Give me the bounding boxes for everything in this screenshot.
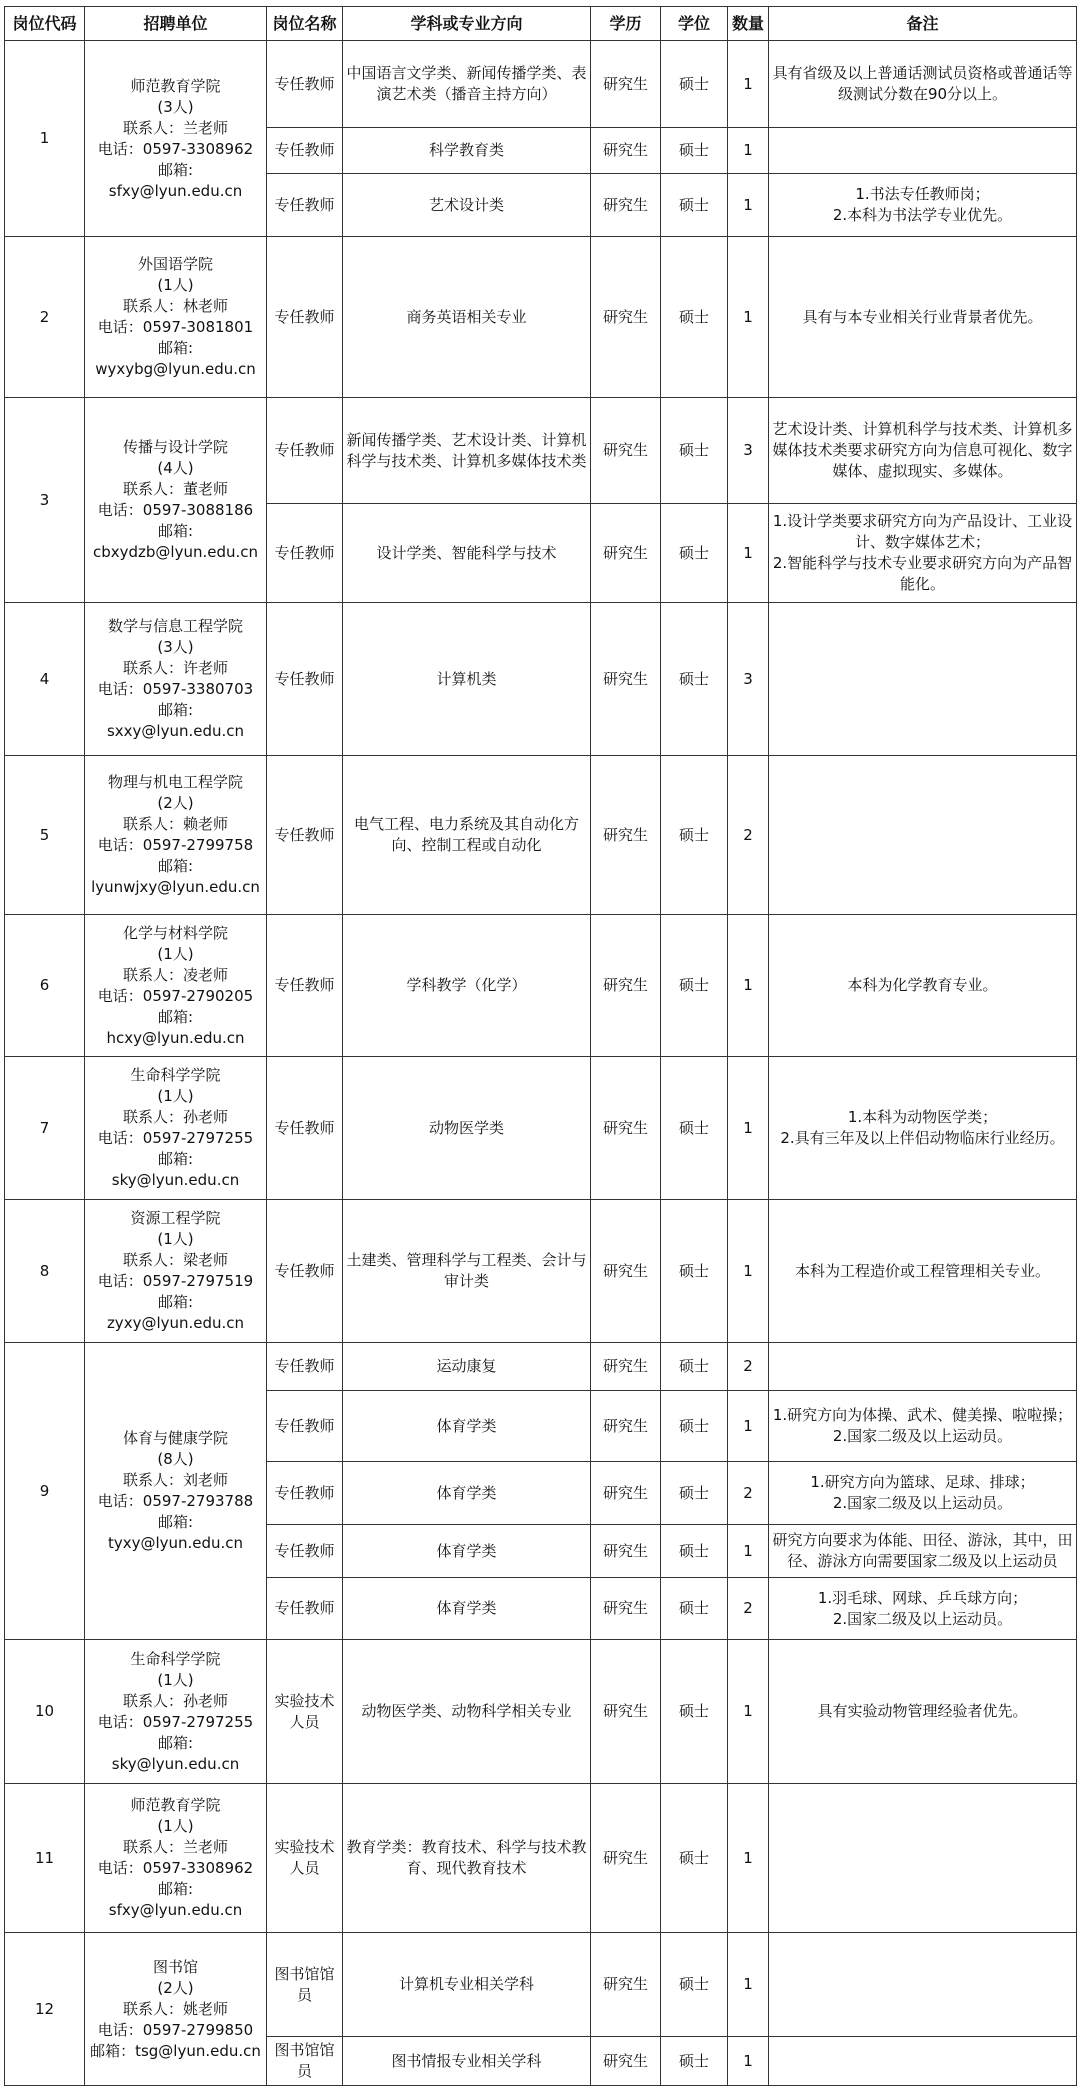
degree-level: 硕士 <box>661 1578 728 1640</box>
position-count: 2 <box>728 756 769 915</box>
degree-level: 硕士 <box>661 1200 728 1343</box>
unit-line: (1人) <box>157 1230 194 1248</box>
degree-level: 硕士 <box>661 1057 728 1200</box>
degree-level: 硕士 <box>661 1462 728 1525</box>
degree-level: 硕士 <box>661 174 728 237</box>
education-level: 研究生 <box>591 398 661 504</box>
note-line: 艺术设计类、计算机科学与技术类、计算机多媒体技术类要求研究方向为信息可视化、数字媒体、虚拟现实、多媒体。 <box>772 420 1073 480</box>
position-code: 11 <box>5 1784 85 1933</box>
unit-line: (1人) <box>157 1817 194 1835</box>
position-count: 2 <box>728 1578 769 1640</box>
major-direction: 教育学类：教育技术、科学与技术教育、现代教育技术 <box>343 1784 591 1933</box>
unit-line: 电话：0597-2793788 <box>97 1492 254 1510</box>
recruiting-unit <box>85 1640 267 1784</box>
major-direction: 学科教学（化学） <box>343 915 591 1057</box>
education-level: 研究生 <box>591 1784 661 1933</box>
position-note <box>769 1391 1077 1462</box>
position-note <box>769 1933 1077 2037</box>
unit-line: 化学与材料学院 <box>122 923 228 942</box>
position-title: 图书馆馆员 <box>267 2037 343 2086</box>
position-count: 1 <box>728 1640 769 1784</box>
unit-line: 邮箱: <box>157 1293 194 1311</box>
unit-line: sfxy@lyun.edu.cn <box>108 181 243 200</box>
unit-line: 资源工程学院 <box>130 1209 221 1227</box>
unit-line: 联系人：兰老师 <box>122 1838 228 1856</box>
unit-line: 邮箱：tsg@lyun.edu.cn <box>90 2041 261 2060</box>
recruiting-unit <box>85 237 267 398</box>
unit-line: 电话：0597-2790205 <box>97 986 254 1005</box>
unit-line: 联系人：许老师 <box>122 659 228 677</box>
degree-level: 硕士 <box>661 603 728 756</box>
unit-line: lyunwjxy@lyun.edu.cn <box>91 878 260 896</box>
unit-line: 电话：0597-3081801 <box>97 318 254 336</box>
table-row <box>5 603 1077 756</box>
education-level: 研究生 <box>591 174 661 237</box>
education-level: 研究生 <box>591 1640 661 1784</box>
position-note <box>769 1462 1077 1525</box>
unit-line: 邮箱: <box>157 701 194 719</box>
position-code: 6 <box>5 915 85 1057</box>
position-note <box>769 756 1077 915</box>
major-direction: 动物医学类、动物科学相关专业 <box>343 1640 591 1784</box>
education-level: 研究生 <box>591 41 661 128</box>
unit-line: (3人) <box>157 97 194 116</box>
degree-level: 硕士 <box>661 128 728 174</box>
education-level: 研究生 <box>591 756 661 915</box>
position-count: 3 <box>728 398 769 504</box>
unit-line: 外国语学院 <box>137 255 213 273</box>
recruiting-unit <box>85 1200 267 1343</box>
unit-line: 邮箱: <box>157 522 194 540</box>
major-direction: 计算机专业相关学科 <box>343 1933 591 2037</box>
position-count: 1 <box>728 2037 769 2086</box>
degree-level: 硕士 <box>661 915 728 1057</box>
position-count: 1 <box>728 1391 769 1462</box>
header-note: 备注 <box>769 7 1077 41</box>
unit-line: (1人) <box>157 276 194 294</box>
position-count: 1 <box>728 915 769 1057</box>
table-row <box>5 1200 1077 1343</box>
unit-line: 联系人：赖老师 <box>122 815 228 833</box>
note-line: 具有省级及以上普通话测试员资格或普通话等级测试分数在90分以上。 <box>772 64 1073 103</box>
position-title: 专任教师 <box>267 756 343 915</box>
degree-level: 硕士 <box>661 1391 728 1462</box>
degree-level: 硕士 <box>661 1343 728 1391</box>
education-level: 研究生 <box>591 504 661 603</box>
degree-level: 硕士 <box>661 1784 728 1933</box>
position-count: 1 <box>728 1784 769 1933</box>
unit-line: 邮箱: <box>157 160 194 179</box>
major-direction: 图书情报专业相关学科 <box>343 2037 591 2086</box>
education-level: 研究生 <box>591 1578 661 1640</box>
position-title: 专任教师 <box>267 915 343 1057</box>
unit-line: 电话：0597-2799758 <box>97 836 254 854</box>
position-title: 专任教师 <box>267 398 343 504</box>
unit-line: 邮箱: <box>157 1007 194 1026</box>
position-note <box>769 1200 1077 1343</box>
unit-line: 联系人：凌老师 <box>122 965 228 984</box>
unit-line: tyxy@lyun.edu.cn <box>107 1534 244 1552</box>
position-count: 1 <box>728 41 769 128</box>
position-count: 3 <box>728 603 769 756</box>
education-level: 研究生 <box>591 1343 661 1391</box>
position-title: 专任教师 <box>267 1525 343 1578</box>
degree-level: 硕士 <box>661 756 728 915</box>
position-count: 1 <box>728 128 769 174</box>
note-line: 本科为化学教育专业。 <box>847 976 998 994</box>
note-line: 2.具有三年及以上伴侣动物临床行业经历。 <box>780 1129 1065 1147</box>
table-row <box>5 41 1077 128</box>
position-note <box>769 915 1077 1057</box>
unit-line: 生命科学学院 <box>130 1066 221 1084</box>
unit-line: 体育与健康学院 <box>122 1429 228 1447</box>
recruiting-unit <box>85 1343 267 1640</box>
unit-line: 数学与信息工程学院 <box>107 617 243 635</box>
unit-line: 电话：0597-3088186 <box>97 501 254 519</box>
table-row <box>5 756 1077 915</box>
position-title: 图书馆馆员 <box>267 1933 343 2037</box>
position-count: 2 <box>728 1343 769 1391</box>
note-line: 1.研究方向为体操、武术、健美操、啦啦操； <box>772 1406 1073 1424</box>
position-title: 专任教师 <box>267 1343 343 1391</box>
major-direction: 新闻传播学类、艺术设计类、计算机科学与技术类、计算机多媒体技术类 <box>343 398 591 504</box>
position-title: 专任教师 <box>267 504 343 603</box>
table-row <box>5 237 1077 398</box>
recruiting-unit <box>85 756 267 915</box>
unit-line: hcxy@lyun.edu.cn <box>106 1028 245 1047</box>
position-note <box>769 1640 1077 1784</box>
unit-line: 邮箱: <box>157 339 194 357</box>
unit-line: 邮箱: <box>157 1733 194 1752</box>
major-direction: 体育学类 <box>343 1462 591 1525</box>
recruiting-unit <box>85 1933 267 2086</box>
major-direction: 商务英语相关专业 <box>343 237 591 398</box>
degree-level: 硕士 <box>661 1933 728 2037</box>
note-line: 具有与本专业相关行业背景者优先。 <box>802 307 1043 326</box>
position-title: 专任教师 <box>267 1578 343 1640</box>
unit-line: 联系人：刘老师 <box>122 1471 228 1489</box>
position-title: 实验技术人员 <box>267 1640 343 1784</box>
position-title: 专任教师 <box>267 1462 343 1525</box>
table-row <box>5 1640 1077 1784</box>
note-line: 2.国家二级及以上运动员。 <box>832 1494 1013 1512</box>
education-level: 研究生 <box>591 2037 661 2086</box>
unit-line: 联系人：孙老师 <box>122 1108 228 1126</box>
position-title: 专任教师 <box>267 1391 343 1462</box>
unit-line: 传播与设计学院 <box>122 438 228 456</box>
position-title: 专任教师 <box>267 1200 343 1343</box>
unit-line: 联系人：姚老师 <box>122 1999 228 2018</box>
education-level: 研究生 <box>591 915 661 1057</box>
recruiting-unit <box>85 915 267 1057</box>
major-direction: 设计学类、智能科学与技术 <box>343 504 591 603</box>
position-note <box>769 1057 1077 1200</box>
position-note <box>769 1784 1077 1933</box>
position-title: 实验技术人员 <box>267 1784 343 1933</box>
unit-line: (1人) <box>157 1087 194 1105</box>
degree-level: 硕士 <box>661 41 728 128</box>
note-line: 2.国家二级及以上运动员。 <box>832 1609 1013 1628</box>
position-title: 专任教师 <box>267 174 343 237</box>
note-line: 2.国家二级及以上运动员。 <box>832 1427 1013 1445</box>
header-code: 岗位代码 <box>5 7 85 41</box>
major-direction: 土建类、管理科学与工程类、会计与审计类 <box>343 1200 591 1343</box>
position-count: 1 <box>728 174 769 237</box>
recruiting-unit <box>85 1057 267 1200</box>
unit-line: sfxy@lyun.edu.cn <box>108 1901 243 1919</box>
unit-line: 师范教育学院 <box>130 76 221 95</box>
position-title: 专任教师 <box>267 1057 343 1200</box>
degree-level: 硕士 <box>661 398 728 504</box>
unit-line: 电话：0597-2797519 <box>97 1272 254 1290</box>
position-note <box>769 128 1077 174</box>
position-title: 专任教师 <box>267 237 343 398</box>
recruitment-table-wrapper <box>4 6 1076 2086</box>
unit-line: 电话：0597-3308962 <box>97 139 254 158</box>
position-count: 1 <box>728 1525 769 1578</box>
unit-line: 电话：0597-2797255 <box>97 1712 254 1731</box>
position-code: 4 <box>5 603 85 756</box>
unit-line: (8人) <box>157 1450 194 1468</box>
education-level: 研究生 <box>591 1391 661 1462</box>
position-count: 1 <box>728 1057 769 1200</box>
position-title: 专任教师 <box>267 603 343 756</box>
major-direction: 科学教育类 <box>343 128 591 174</box>
unit-line: 电话：0597-2799850 <box>97 2020 254 2039</box>
position-code: 3 <box>5 398 85 603</box>
unit-line: (2人) <box>157 794 194 812</box>
recruiting-unit <box>85 398 267 603</box>
degree-level: 硕士 <box>661 1640 728 1784</box>
position-count: 1 <box>728 1200 769 1343</box>
unit-line: cbxydzb@lyun.edu.cn <box>92 543 259 561</box>
unit-line: 物理与机电工程学院 <box>107 773 243 791</box>
education-level: 研究生 <box>591 1057 661 1200</box>
major-direction: 动物医学类 <box>343 1057 591 1200</box>
header-unit: 招聘单位 <box>85 7 267 41</box>
note-line: 研究方向要求为体能、田径、游泳，其中，田径、游泳方向需要国家二级及以上运动员 <box>772 1531 1073 1570</box>
note-line: 1.研究方向为篮球、足球、排球； <box>810 1473 1035 1491</box>
position-note <box>769 1525 1077 1578</box>
note-line: 1.书法专任教师岗； <box>855 185 990 203</box>
table-row <box>5 1343 1077 1391</box>
position-code: 10 <box>5 1640 85 1784</box>
position-note <box>769 603 1077 756</box>
position-title: 专任教师 <box>267 41 343 128</box>
header-title: 岗位名称 <box>267 7 343 41</box>
unit-line: 邮箱: <box>157 857 194 875</box>
position-note <box>769 2037 1077 2086</box>
position-code: 8 <box>5 1200 85 1343</box>
unit-line: (1人) <box>157 1670 194 1689</box>
position-code: 7 <box>5 1057 85 1200</box>
unit-line: 联系人：兰老师 <box>122 118 228 137</box>
table-row <box>5 1933 1077 2037</box>
unit-line: 邮箱: <box>157 1150 194 1168</box>
unit-line: 邮箱: <box>157 1513 194 1531</box>
position-note <box>769 398 1077 504</box>
major-direction: 计算机类 <box>343 603 591 756</box>
unit-line: 电话：0597-3308962 <box>97 1859 254 1877</box>
recruitment-table <box>4 6 1077 2086</box>
education-level: 研究生 <box>591 1462 661 1525</box>
header-education: 学历 <box>591 7 661 41</box>
note-line: 1.本科为动物医学类； <box>847 1108 998 1126</box>
position-code: 5 <box>5 756 85 915</box>
degree-level: 硕士 <box>661 504 728 603</box>
unit-line: 师范教育学院 <box>130 1796 221 1814</box>
position-count: 1 <box>728 237 769 398</box>
unit-line: (2人) <box>157 1978 194 1997</box>
note-line: 1.设计学类要求研究方向为产品设计、工业设计、数字媒体艺术； <box>772 512 1073 551</box>
position-count: 1 <box>728 1933 769 2037</box>
table-row <box>5 398 1077 504</box>
position-code: 9 <box>5 1343 85 1640</box>
table-row <box>5 1784 1077 1933</box>
header-count: 数量 <box>728 7 769 41</box>
education-level: 研究生 <box>591 603 661 756</box>
unit-line: sky@lyun.edu.cn <box>111 1171 240 1189</box>
degree-level: 硕士 <box>661 2037 728 2086</box>
unit-line: 联系人：董老师 <box>122 480 228 498</box>
unit-line: zyxy@lyun.edu.cn <box>106 1314 245 1332</box>
education-level: 研究生 <box>591 128 661 174</box>
unit-line: (3人) <box>157 638 194 656</box>
position-note <box>769 237 1077 398</box>
position-note <box>769 504 1077 603</box>
header-degree: 学位 <box>661 7 728 41</box>
major-direction: 运动康复 <box>343 1343 591 1391</box>
unit-line: wyxybg@lyun.edu.cn <box>95 360 256 378</box>
major-direction: 体育学类 <box>343 1578 591 1640</box>
unit-line: (1人) <box>157 944 194 963</box>
table-row <box>5 1057 1077 1200</box>
note-line: 本科为工程造价或工程管理相关专业。 <box>794 1261 1050 1280</box>
position-code: 12 <box>5 1933 85 2086</box>
unit-line: 邮箱: <box>157 1880 194 1898</box>
position-count: 1 <box>728 504 769 603</box>
note-line: 1.羽毛球、网球、乒乓球方向； <box>817 1588 1028 1607</box>
recruiting-unit <box>85 1784 267 1933</box>
table-body <box>5 41 1077 2086</box>
education-level: 研究生 <box>591 1933 661 2037</box>
recruiting-unit <box>85 41 267 237</box>
recruiting-unit <box>85 603 267 756</box>
header-major: 学科或专业方向 <box>343 7 591 41</box>
unit-line: 图书馆 <box>152 1957 198 1976</box>
position-code: 1 <box>5 41 85 237</box>
unit-line: 联系人：林老师 <box>122 297 228 315</box>
position-note <box>769 1343 1077 1391</box>
education-level: 研究生 <box>591 237 661 398</box>
position-note <box>769 1578 1077 1640</box>
position-note <box>769 174 1077 237</box>
header-row <box>5 7 1077 41</box>
position-code: 2 <box>5 237 85 398</box>
note-line: 2.智能科学与技术专业要求研究方向为产品智能化。 <box>772 554 1073 593</box>
unit-line: 联系人：梁老师 <box>122 1251 228 1269</box>
position-note <box>769 41 1077 128</box>
major-direction: 体育学类 <box>343 1525 591 1578</box>
note-line: 2.本科为书法学专业优先。 <box>832 206 1013 224</box>
degree-level: 硕士 <box>661 237 728 398</box>
major-direction: 体育学类 <box>343 1391 591 1462</box>
table-row <box>5 915 1077 1057</box>
unit-line: sky@lyun.edu.cn <box>111 1754 240 1773</box>
major-direction: 中国语言文学类、新闻传播学类、表演艺术类（播音主持方向） <box>343 41 591 128</box>
position-count: 2 <box>728 1462 769 1525</box>
unit-line: 联系人：孙老师 <box>122 1691 228 1710</box>
note-line: 具有实验动物管理经验者优先。 <box>817 1702 1028 1720</box>
position-title: 专任教师 <box>267 128 343 174</box>
unit-line: 电话：0597-2797255 <box>97 1129 254 1147</box>
major-direction: 艺术设计类 <box>343 174 591 237</box>
unit-line: sxxy@lyun.edu.cn <box>106 722 245 740</box>
education-level: 研究生 <box>591 1525 661 1578</box>
major-direction: 电气工程、电力系统及其自动化方向、控制工程或自动化 <box>343 756 591 915</box>
degree-level: 硕士 <box>661 1525 728 1578</box>
unit-line: (4人) <box>157 459 194 477</box>
education-level: 研究生 <box>591 1200 661 1343</box>
unit-line: 生命科学学院 <box>130 1649 221 1668</box>
unit-line: 电话：0597-3380703 <box>97 680 254 698</box>
